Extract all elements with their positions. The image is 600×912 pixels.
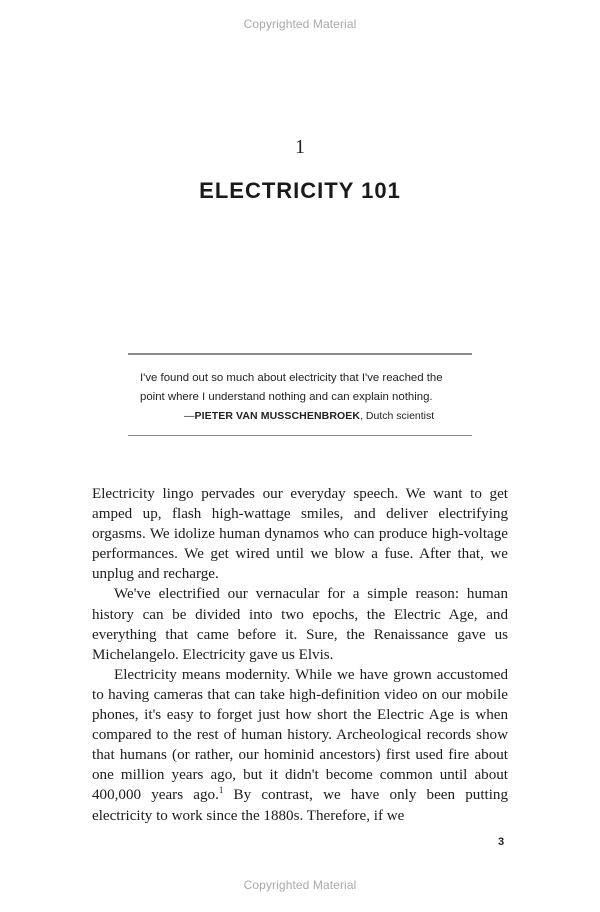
body-text xyxy=(92,484,508,826)
chapter-title: ELECTRICITY 101 xyxy=(199,178,401,203)
footnote-marker[interactable]: 1 xyxy=(218,785,224,796)
paragraph-1: Electricity lingo pervades our everyday speech. We want to get amped up, flash high-wattage smiles, and deliver electrifying orgasms. We idolize human dynamos who can produce high-voltage performances. We get wired until we blow a fuse. After that, we unplug and recharge. xyxy=(92,486,508,583)
paragraph-3-part-1: Electricity means modernity. While we have grown accustomed to having cameras that can take high-definition video on our mobile phones, it's easy to forget just how short the Electric Age is when compared to the rest of human history. Archeological records show that humans (or rather, our hominid ancestors) first used fire about one million years ago, but it didn't become common until about 400,000 years ago. xyxy=(92,666,508,804)
epigraph-descriptor: , Dutch scientist xyxy=(360,410,435,422)
paragraph-3-part-2: By contrast, we have only been putting electricity to work since the 1880s. Therefore, if we xyxy=(92,787,508,824)
epigraph-box xyxy=(128,353,472,436)
epigraph-dash: — xyxy=(184,410,195,422)
epigraph-attribution xyxy=(184,410,434,422)
chapter-number: 1 xyxy=(295,136,305,158)
paragraph-2: We've electrified our vernacular for a simple reason: human history can be divided into two epochs, the Electric Age, and everything that came before it. Sure, the Renaissance gave us Michelangelo. Electricity gave us Elvis. xyxy=(92,586,508,663)
copyright-watermark-top: Copyrighted Material xyxy=(243,17,357,31)
page-number: 3 xyxy=(498,836,505,848)
paragraph-3 xyxy=(92,665,508,826)
epigraph-quote: I've found out so much about electricity that I've reached the point where I understand nothing and can explain nothing. xyxy=(140,372,443,403)
copyright-watermark-bottom: Copyrighted Material xyxy=(243,878,357,892)
epigraph-author: PIETER VAN MUSSCHENBROEK xyxy=(194,410,361,422)
